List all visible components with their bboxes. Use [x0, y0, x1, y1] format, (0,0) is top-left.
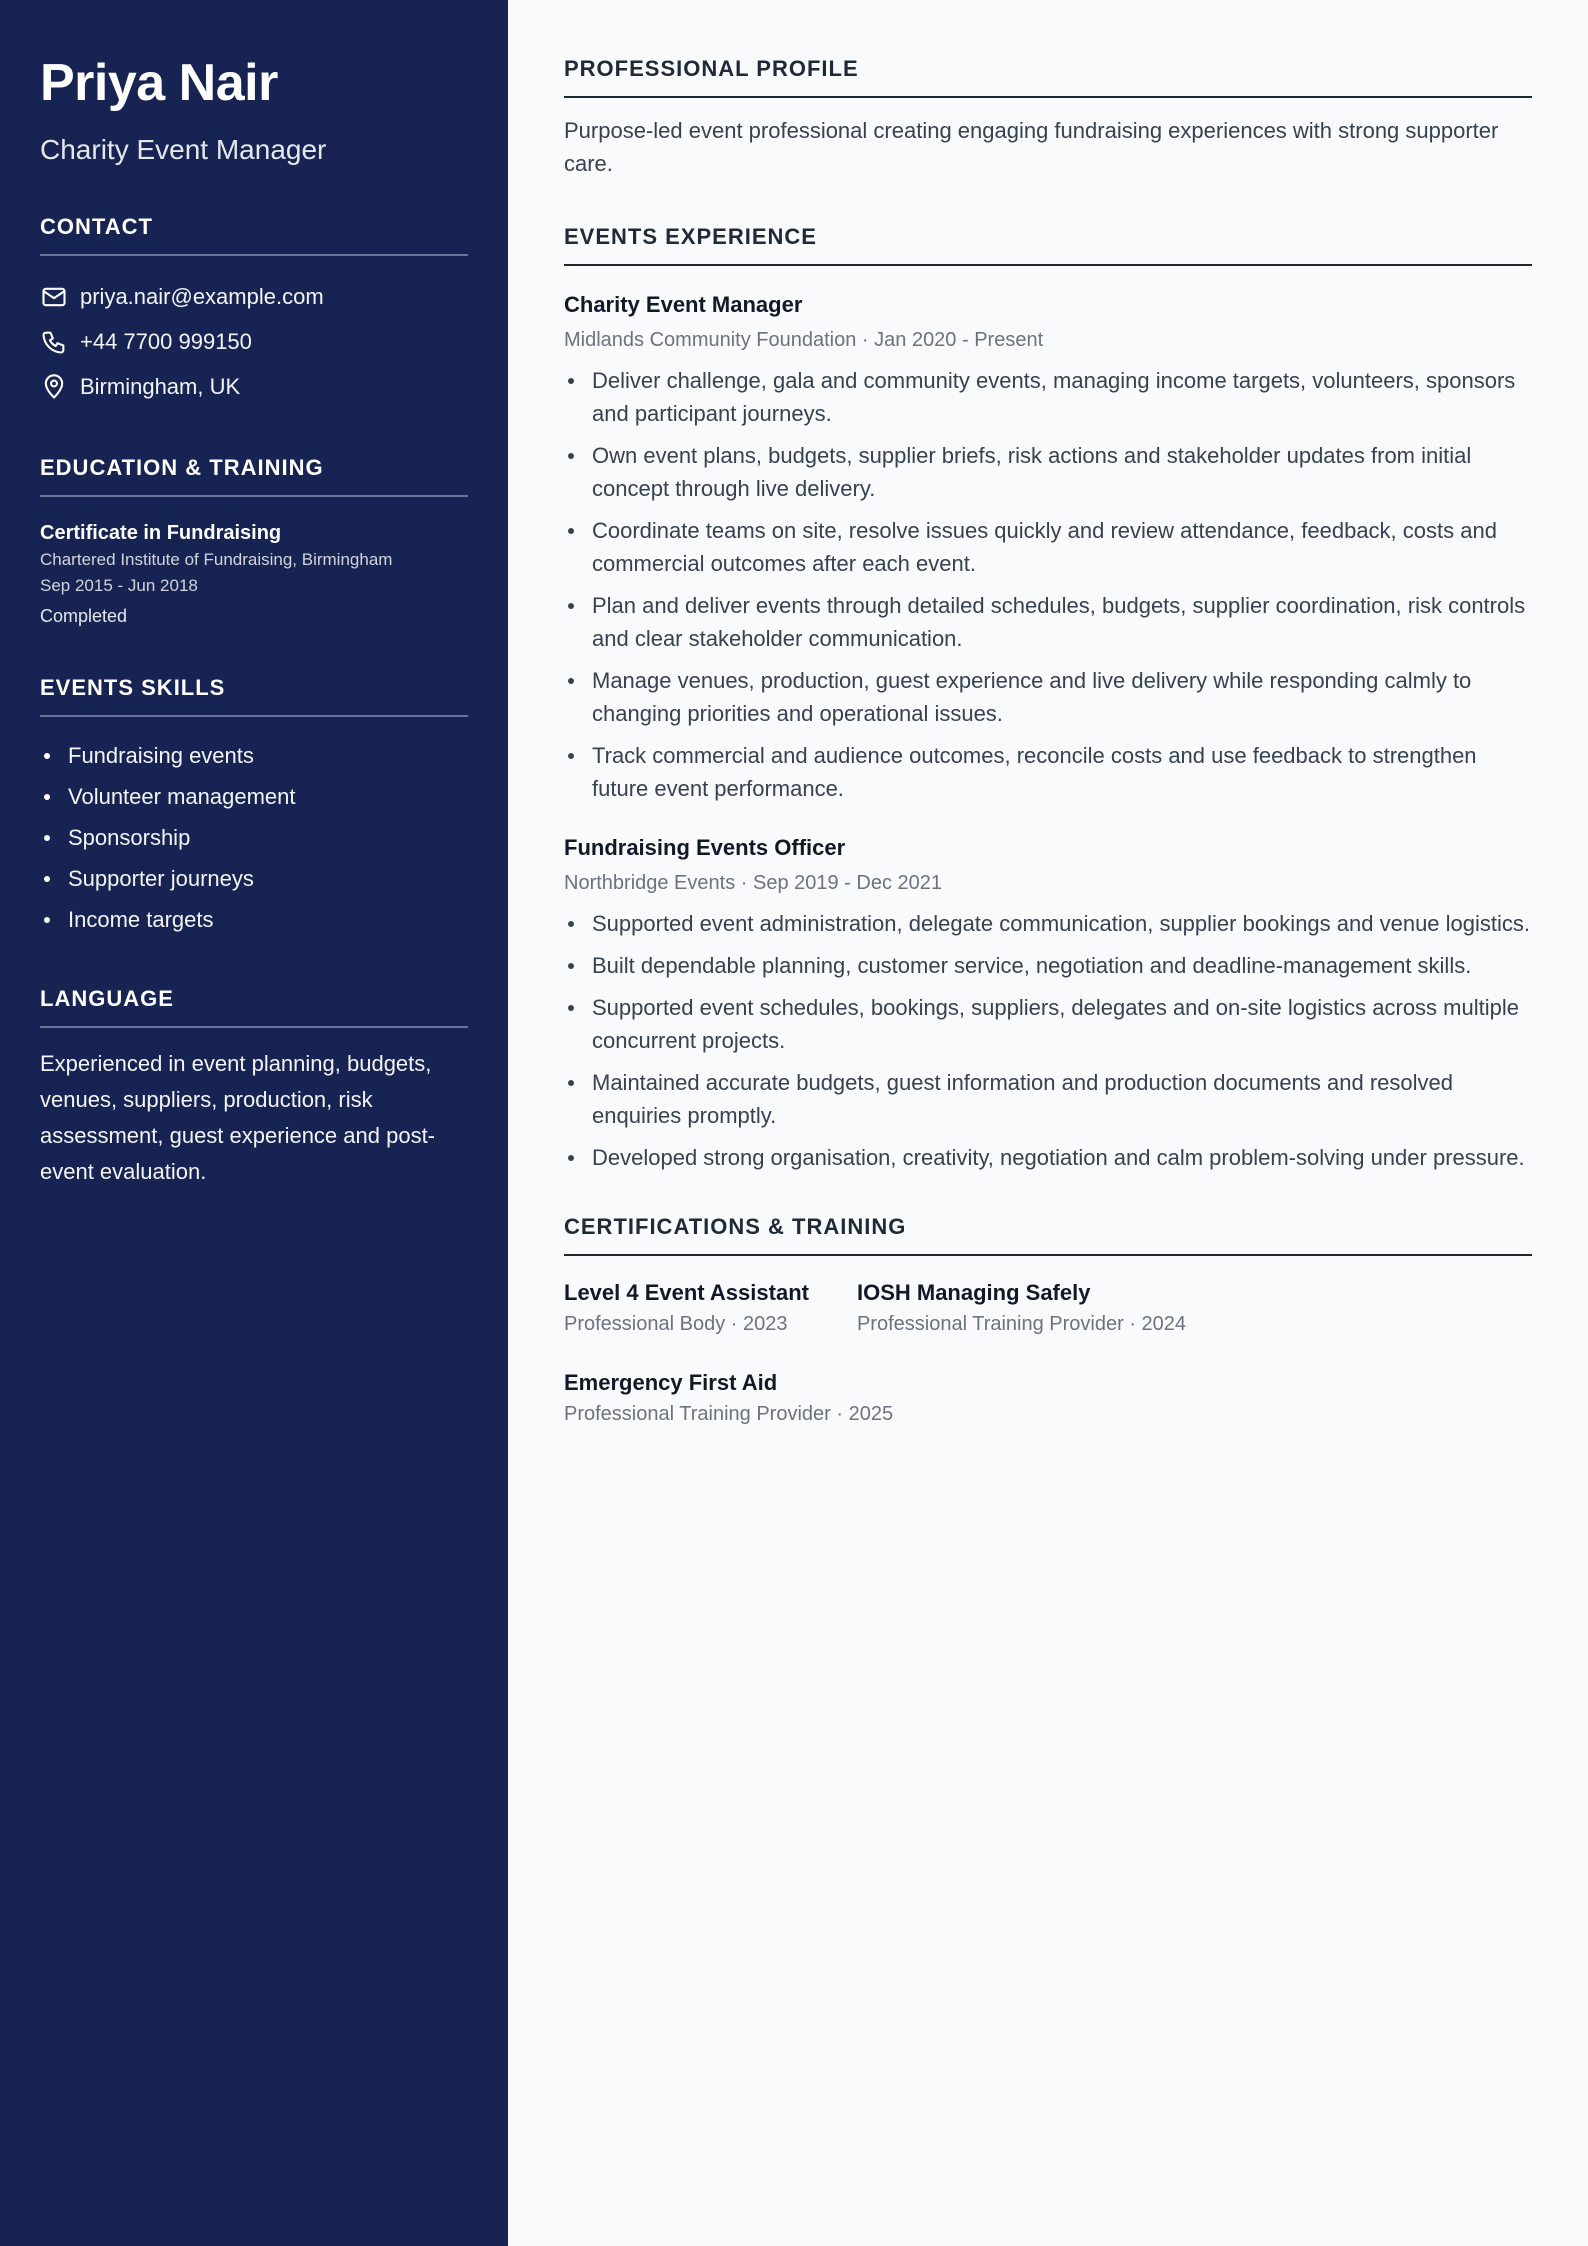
- job-title: Charity Event Manager: [564, 292, 803, 317]
- phone-icon: [40, 328, 68, 356]
- education-institution: Chartered Institute of Fundraising, Birmingham: [40, 550, 393, 569]
- experience-section: [564, 224, 1532, 1174]
- main-content: [508, 0, 1588, 2246]
- skills-heading: EVENTS SKILLS: [40, 675, 468, 717]
- sidebar: [0, 0, 508, 2246]
- job-bullet: Supported event administration, delegate communication, supplier bookings and venue logistics.: [564, 907, 1532, 940]
- language-text: Experienced in event planning, budgets, venues, suppliers, production, risk assessment, guest experience and post-event evaluation.: [40, 1051, 436, 1184]
- certification-title: Level 4 Event Assistant: [564, 1280, 809, 1305]
- certification-item: [564, 1278, 809, 1338]
- contact-email[interactable]: [40, 274, 468, 319]
- profile-section: [564, 56, 1532, 180]
- job-title: Fundraising Events Officer: [564, 835, 846, 860]
- certification-title: Emergency First Aid: [564, 1370, 778, 1395]
- job-bullet: Developed strong organisation, creativity, negotiation and calm problem-solving under pressure.: [564, 1141, 1532, 1174]
- mail-icon: [40, 283, 68, 311]
- skill-item: Income targets: [40, 899, 468, 940]
- job-bullet: Maintained accurate budgets, guest information and production documents and resolved enquiries promptly.: [564, 1066, 1532, 1132]
- skills-list: [40, 735, 468, 940]
- job-bullets: [564, 364, 1532, 805]
- job-bullet: Built dependable planning, customer service, negotiation and deadline-management skills.: [564, 949, 1532, 982]
- certifications-grid: [564, 1278, 1532, 1458]
- skill-item: Fundraising events: [40, 735, 468, 776]
- job-bullet: Own event plans, budgets, supplier briefs, risk actions and stakeholder updates from initial concept through live delivery.: [564, 439, 1532, 505]
- education-status: Completed: [40, 606, 128, 626]
- profile-text: Purpose-led event professional creating engaging fundraising experiences with strong supporter care.: [564, 118, 1499, 176]
- email-text: priya.nair@example.com: [80, 283, 324, 309]
- certification-meta: Professional Body · 2023: [564, 1313, 788, 1335]
- job-entry: [564, 290, 1532, 805]
- experience-heading: EVENTS EXPERIENCE: [564, 224, 1532, 266]
- certifications-section: [564, 1214, 1532, 1458]
- education-entry: [40, 519, 468, 629]
- phone-text: +44 7700 999150: [80, 328, 252, 354]
- contact-heading: CONTACT: [40, 214, 468, 256]
- skill-item: Supporter journeys: [40, 858, 468, 899]
- education-dates: Sep 2015 - Jun 2018: [40, 576, 198, 595]
- location-pin-icon: [40, 373, 68, 401]
- candidate-name: Priya Nair: [40, 54, 278, 112]
- job-bullets: [564, 907, 1532, 1174]
- job-meta: Northbridge Events · Sep 2019 - Dec 2021: [564, 872, 942, 894]
- job-bullet: Plan and deliver events through detailed schedules, budgets, supplier coordination, risk controls and clear stakeholder communication.: [564, 589, 1532, 655]
- job-bullet: Deliver challenge, gala and community events, managing income targets, volunteers, sponsors and participant journeys.: [564, 364, 1532, 430]
- certification-meta: Professional Training Provider · 2024: [856, 1313, 1187, 1335]
- certification-item: [857, 1278, 1186, 1338]
- certifications-heading: CERTIFICATIONS & TRAINING: [564, 1214, 1532, 1256]
- job-bullet: Track commercial and audience outcomes, reconcile costs and use feedback to strengthen future event performance.: [564, 739, 1532, 805]
- job-bullet: Supported event schedules, bookings, suppliers, delegates and on-site logistics across multiple concurrent projects.: [564, 991, 1532, 1057]
- profile-heading: PROFESSIONAL PROFILE: [564, 56, 1532, 98]
- contact-location: [40, 364, 468, 409]
- skill-item: Volunteer management: [40, 776, 468, 817]
- location-text: Birmingham, UK: [80, 373, 241, 399]
- job-entry: [564, 833, 1532, 1174]
- education-heading: EDUCATION & TRAINING: [40, 455, 468, 497]
- certification-meta: Professional Training Provider · 2025: [564, 1403, 894, 1425]
- language-heading: LANGUAGE: [40, 986, 468, 1028]
- certification-title: IOSH Managing Safely: [856, 1280, 1091, 1305]
- education-title: Certificate in Fundraising: [40, 522, 282, 544]
- contact-list: [40, 274, 468, 409]
- candidate-role: Charity Event Manager: [40, 134, 327, 165]
- job-bullet: Coordinate teams on site, resolve issues quickly and review attendance, feedback, costs and commercial outcomes after each event.: [564, 514, 1532, 580]
- job-bullet: Manage venues, production, guest experience and live delivery while responding calmly to changing priorities and operational issues.: [564, 664, 1532, 730]
- certification-item: [564, 1368, 1484, 1428]
- job-meta: Midlands Community Foundation · Jan 2020 - Present: [564, 329, 1044, 351]
- contact-phone[interactable]: [40, 319, 468, 364]
- skill-item: Sponsorship: [40, 817, 468, 858]
